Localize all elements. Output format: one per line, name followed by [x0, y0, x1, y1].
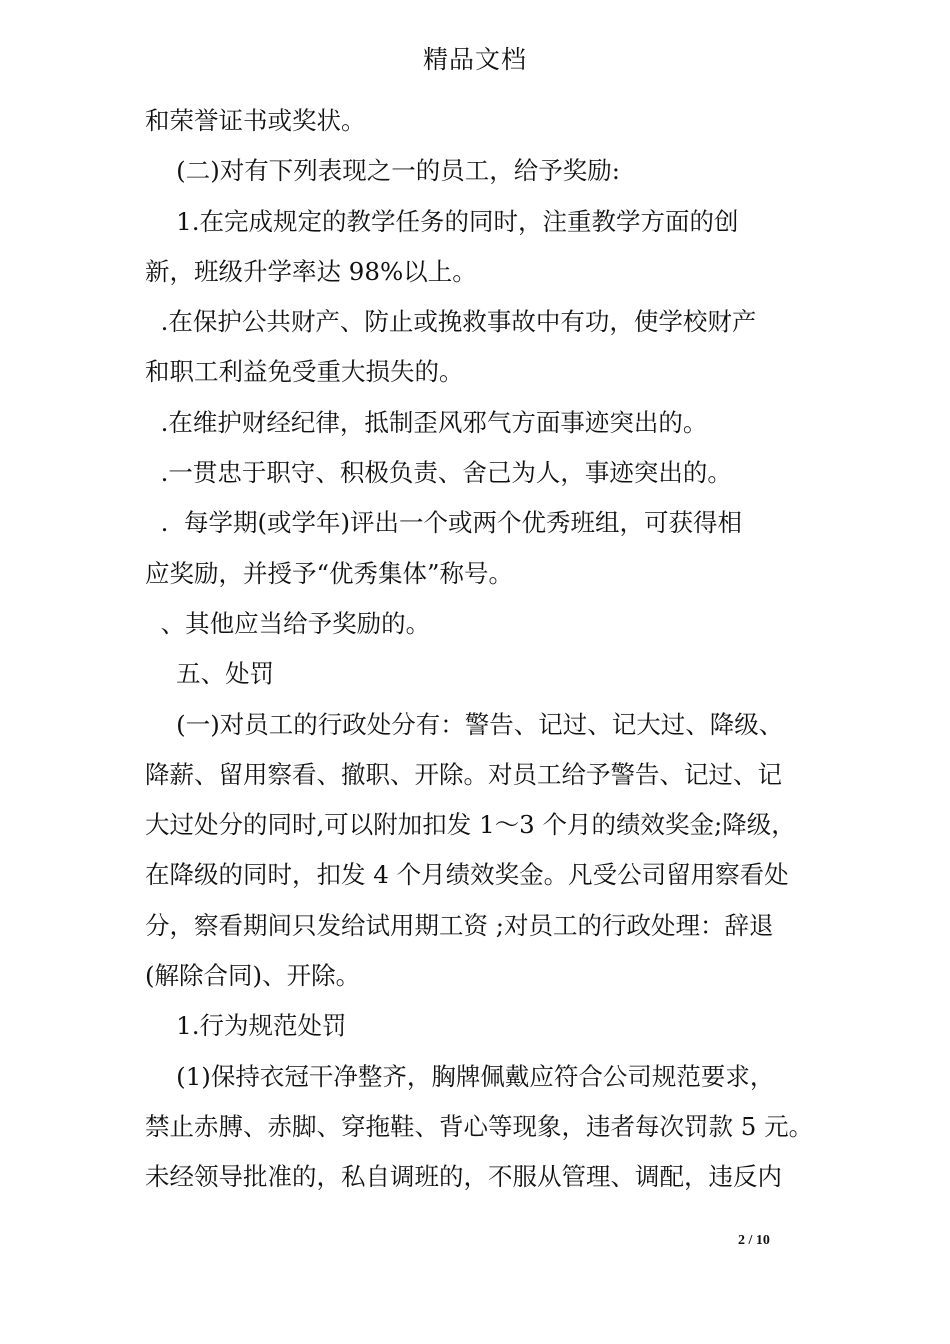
text-line: .在保护公共财产、防止或挽救事故中有功，使学校财产 [145, 307, 757, 337]
text-line: 禁止赤膊、赤脚、穿拖鞋、背心等现象，违者每次罚款 5 元。 [145, 1111, 814, 1141]
text-line: 未经领导批准的，私自调班的，不服从管理、调配，违反内 [145, 1162, 782, 1192]
text-line: 大过处分的同时,可以附加扣发 1～3 个月的绩效奖金;降级， [145, 810, 796, 840]
text-line: 和荣誉证书或奖状。 [145, 106, 366, 135]
text-line: 降薪、留用察看、撤职、开除。对员工给予警告、记过、记 [145, 759, 782, 789]
page-header: 精品文档 [422, 45, 527, 74]
section-heading: 五、处罚 [145, 659, 275, 689]
text-line: 、其他应当给予奖励的。 [145, 608, 431, 638]
text-line: .一贯忠于职守、积极负责、舍己为人，事迹突出的。 [145, 458, 732, 488]
text-line: 分，察看期间只发给试用期工资 ;对员工的行政处理：辞退 [145, 910, 774, 940]
text-line: 和职工利益免受重大损失的。 [145, 357, 464, 387]
document-body [145, 96, 814, 1203]
text-line: 1.在完成规定的教学任务的同时，注重教学方面的创 [145, 206, 739, 236]
text-line: (一)对员工的行政处分有：警告、记过、记大过、降级、 [145, 709, 784, 739]
page-number: 2 / 10 [738, 1233, 770, 1248]
text-line: (二)对有下列表现之一的员工，给予奖励: [145, 156, 621, 186]
text-line: 新，班级升学率达 98%以上。 [145, 256, 477, 286]
text-line: 应奖励，并授予“优秀集体”称号。 [145, 558, 514, 588]
text-line: .在维护财经纪律，抵制歪风邪气方面事迹突出的。 [145, 407, 708, 437]
text-line: 在降级的同时，扣发 4 个月绩效奖金。凡受公司留用察看处 [145, 860, 789, 890]
text-line: (解除合同)、开除。 [145, 961, 361, 991]
text-line: . 每学期(或学年)评出一个或两个优秀班组，可获得相 [145, 508, 743, 538]
subsection-heading: 1.行为规范处罚 [145, 1011, 347, 1041]
text-line: (1)保持衣冠干净整齐，胸牌佩戴应符合公司规范要求， [145, 1061, 775, 1091]
